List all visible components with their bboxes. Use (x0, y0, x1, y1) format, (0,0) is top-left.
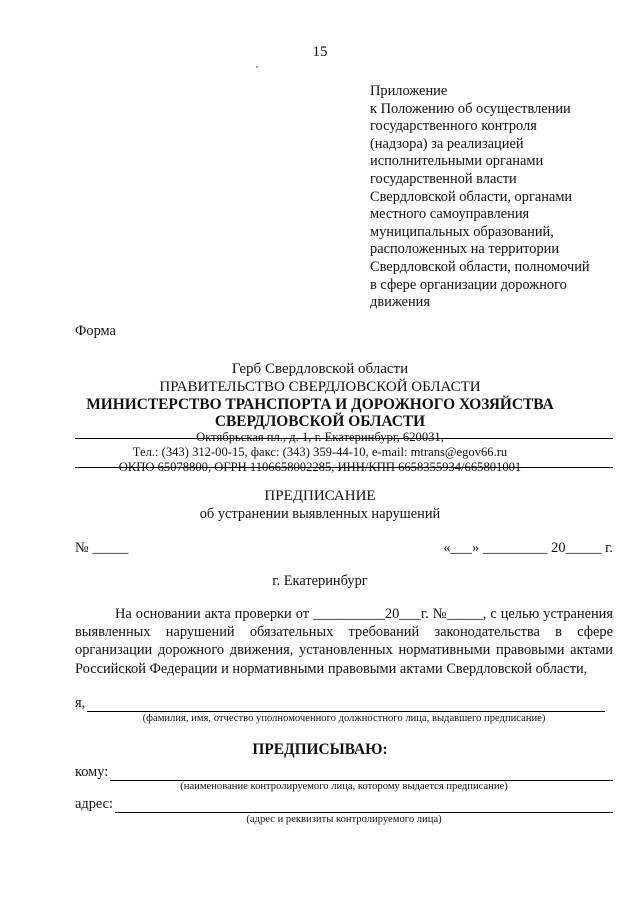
form-label: Форма (75, 323, 116, 339)
coat-of-arms-caption: Герб Свердловской области (231, 361, 409, 377)
address-fill-line[interactable] (115, 800, 613, 813)
ministry-name-line2: СВЕРДЛОВСКОЙ ОБЛАСТИ (214, 413, 426, 430)
basis-paragraph-text: На основании акта проверки от __________20___г. №_____, с целью устранения выявленных нарушений обязательных требований законодательства в сфере организации дорожного движения, установленных нормативными правовыми актами Российской Федерации и нормативными правовыми актами Свердловской области, (75, 606, 613, 677)
basis-paragraph (75, 605, 613, 678)
title-main: ПРЕДПИСАНИЕ (264, 488, 376, 504)
appendix-line: местного самоуправления (370, 206, 530, 223)
ministry-contacts: Тел.: (343) 312-00-15, факс: (343) 359-44-10, e-mail: mtrans@egov66.ru (132, 445, 508, 459)
to-label: кому: (75, 764, 109, 780)
address-field (75, 796, 613, 813)
letterhead-divider-bottom (75, 467, 613, 468)
ya-field (75, 695, 613, 712)
appendix-line: Свердловской области, полномочий (370, 258, 590, 275)
appendix-line: к Положению об осуществлении (370, 100, 571, 117)
ya-caption: (фамилия, имя, отчество уполномоченного должностного лица, выдавшего предписание) (142, 713, 546, 724)
ministry-name-line1: МИНИСТЕРСТВО ТРАНСПОРТА И ДОРОЖНОГО ХОЗЯЙСТВА (86, 396, 554, 413)
letterhead (0, 360, 640, 475)
to-fill-line[interactable] (110, 768, 613, 781)
city: г. Екатеринбург (272, 573, 368, 589)
ya-label: я, (75, 695, 86, 711)
to-field (75, 764, 613, 781)
ministry-codes: ОКПО 65078800, ОГРН 1106658002285, ИНН/КПП 6658355934/665801001 (118, 460, 522, 474)
address-caption: (адрес и реквизиты контролируемого лица) (246, 814, 442, 825)
number-date-line (75, 540, 613, 557)
appendix-line: Свердловской области, органами (370, 188, 573, 205)
government-name: ПРАВИТЕЛЬСТВО СВЕРДЛОВСКОЙ ОБЛАСТИ (159, 379, 481, 395)
scan-speck (256, 66, 258, 68)
appendix-line: Приложение (370, 83, 448, 99)
appendix-line: муниципальных образований, (370, 223, 554, 240)
document-title (0, 487, 640, 523)
document-date: «___» _________ 20_____ г. (443, 540, 613, 556)
prescribe-heading: ПРЕДПИСЫВАЮ: (252, 741, 388, 758)
address-label: адрес: (75, 796, 114, 812)
appendix-line: государственной власти (370, 170, 517, 187)
appendix-line: расположенных на территории (370, 241, 560, 258)
title-subtitle: об устранении выявленных нарушений (199, 506, 441, 522)
ministry-address: Октябрьская пл., д. 1, г. Екатеринбург, 620031, (196, 430, 444, 444)
appendix-line: в сфере организации дорожного (370, 276, 567, 293)
appendix-line: движения (370, 294, 430, 311)
document-number: № _____ (75, 540, 129, 556)
to-caption: (наименование контролируемого лица, которому выдается предписание) (180, 781, 508, 792)
letterhead-divider-top (75, 438, 613, 439)
appendix-line: исполнительными органами (370, 153, 544, 170)
appendix-line: (надзора) за реализацией (370, 135, 524, 152)
appendix-line: государственного контроля (370, 118, 537, 135)
ya-fill-line[interactable] (87, 699, 605, 712)
appendix-block (370, 83, 620, 312)
page-number: 15 (312, 44, 328, 60)
